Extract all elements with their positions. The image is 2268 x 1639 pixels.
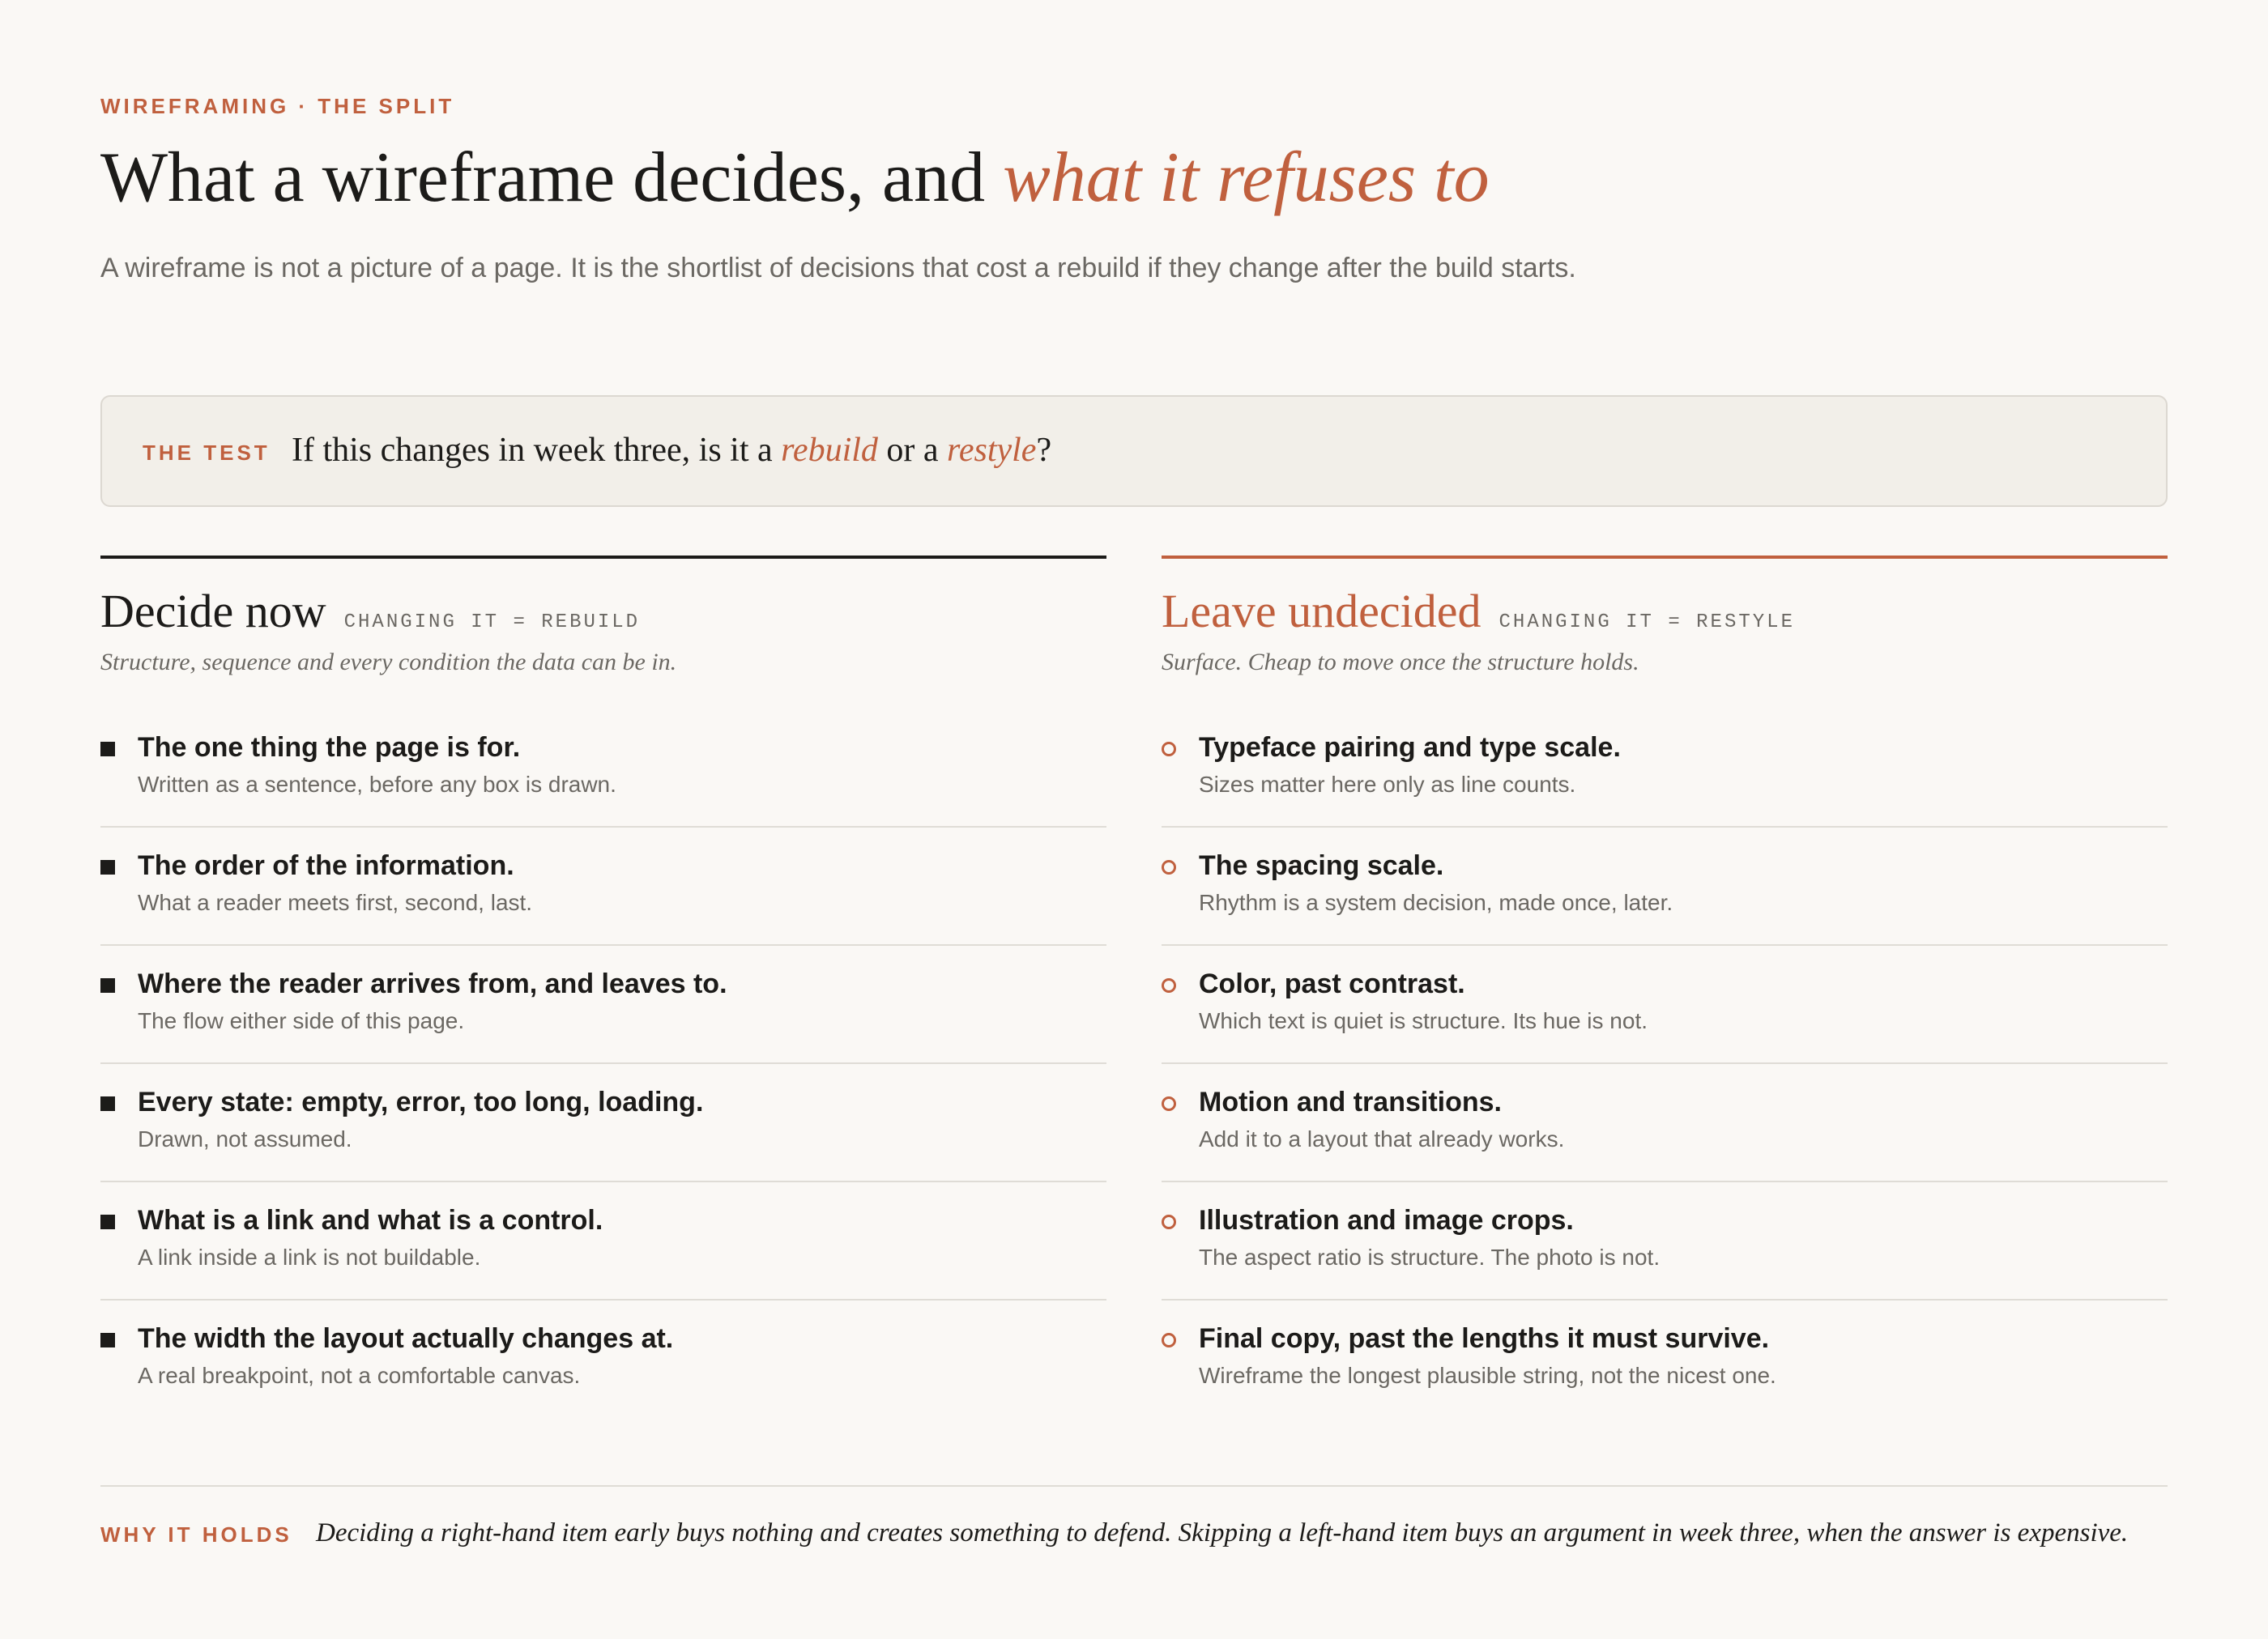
undecided-title: Leave undecided: [1162, 585, 1481, 637]
item-title: Every state: empty, error, too long, loading.: [138, 1087, 704, 1118]
page-title: [100, 130, 1490, 227]
lede: A wireframe is not a picture of a page. It is the shortlist of decisions that cost a rebuild if they change after the build starts.: [100, 253, 1576, 283]
item-desc: Add it to a layout that already works.: [1199, 1126, 1565, 1152]
item-desc: Sizes matter here only as line counts.: [1199, 772, 1576, 797]
list-item: [100, 1064, 1106, 1182]
undecided-list: [1162, 709, 2168, 1419]
test-q-part3: ?: [1036, 432, 1052, 469]
decide-subtitle: Structure, sequence and every condition the data can be in.: [100, 649, 677, 675]
item-title: Typeface pairing and type scale.: [1199, 732, 1621, 763]
footer-text: Deciding a right-hand item early buys nothing and creates something to defend. Skipping a left-hand item buys an argument in week three, when the answer is expensive.: [316, 1518, 2129, 1547]
list-item: [100, 1301, 1106, 1419]
item-title: What is a link and what is a control.: [138, 1205, 603, 1236]
footer-divider: [100, 1485, 2168, 1487]
item-desc: Wireframe the longest plausible string, not the nicest one.: [1199, 1363, 1776, 1388]
decide-now-column: [100, 556, 1106, 1419]
undecided-heading: [1162, 583, 2168, 640]
item-desc: A real breakpoint, not a comfortable canvas.: [138, 1363, 581, 1388]
filled-square-bullet-icon: [100, 1215, 115, 1229]
item-desc: Drawn, not assumed.: [138, 1126, 352, 1152]
test-q-restyle: restyle: [947, 432, 1037, 469]
leave-undecided-column: [1162, 556, 2168, 1419]
list-item: [100, 1182, 1106, 1301]
item-desc: A link inside a link is not buildable.: [138, 1245, 481, 1270]
hollow-circle-bullet-icon: [1162, 1096, 1176, 1111]
list-item: [100, 709, 1106, 828]
decide-rule: [100, 556, 1106, 559]
filled-square-bullet-icon: [100, 978, 115, 993]
decide-list: [100, 709, 1106, 1419]
undecided-rule: [1162, 556, 2168, 559]
hollow-circle-bullet-icon: [1162, 860, 1176, 875]
list-item: [1162, 1182, 2168, 1301]
list-item: [1162, 828, 2168, 946]
filled-square-bullet-icon: [100, 860, 115, 875]
list-item: [100, 828, 1106, 946]
item-desc: Which text is quiet is structure. Its hue is not.: [1199, 1008, 1648, 1033]
test-callout: [100, 395, 2168, 507]
item-title: Illustration and image crops.: [1199, 1205, 1574, 1236]
item-desc: The flow either side of this page.: [138, 1008, 465, 1033]
list-item: [1162, 1064, 2168, 1182]
test-q-part2: or a: [877, 432, 948, 469]
decide-heading: [100, 583, 1106, 640]
item-title: Motion and transitions.: [1199, 1087, 1502, 1118]
item-desc: What a reader meets first, second, last.: [138, 890, 533, 915]
item-title: The order of the information.: [138, 850, 514, 881]
item-title: The one thing the page is for.: [138, 732, 521, 763]
hollow-circle-bullet-icon: [1162, 1215, 1176, 1229]
hollow-circle-bullet-icon: [1162, 1333, 1176, 1347]
item-title: The spacing scale.: [1199, 850, 1444, 881]
item-title: Color, past contrast.: [1199, 968, 1465, 999]
item-title: Final copy, past the lengths it must survive.: [1199, 1323, 1770, 1354]
hollow-circle-bullet-icon: [1162, 742, 1176, 756]
decide-tag: CHANGING IT = REBUILD: [343, 611, 641, 633]
undecided-subtitle: Surface. Cheap to move once the structure holds.: [1162, 649, 1639, 675]
item-desc: The aspect ratio is structure. The photo is not.: [1199, 1245, 1660, 1270]
filled-square-bullet-icon: [100, 742, 115, 756]
test-label: THE TEST: [143, 441, 271, 465]
list-item: [1162, 709, 2168, 828]
filled-square-bullet-icon: [100, 1333, 115, 1347]
item-desc: Rhythm is a system decision, made once, later.: [1199, 890, 1673, 915]
test-q-part1: If this changes in week three, is it a: [292, 432, 782, 469]
title-lead: What a wireframe decides, and: [100, 138, 1004, 217]
footer-label: WHY IT HOLDS: [100, 1522, 292, 1547]
list-item: [100, 946, 1106, 1064]
decide-title: Decide now: [100, 585, 326, 637]
list-item: [1162, 946, 2168, 1064]
item-title: The width the layout actually changes at.: [138, 1323, 674, 1354]
title-accent: what it refuses to: [1003, 138, 1490, 217]
filled-square-bullet-icon: [100, 1096, 115, 1111]
test-q-rebuild: rebuild: [781, 432, 878, 469]
list-item: [1162, 1301, 2168, 1419]
hollow-circle-bullet-icon: [1162, 978, 1176, 993]
eyebrow: WIREFRAMING · THE SPLIT: [100, 94, 455, 118]
item-title: Where the reader arrives from, and leaves to.: [138, 968, 727, 999]
item-desc: Written as a sentence, before any box is drawn.: [138, 772, 616, 797]
test-question: [292, 428, 1051, 473]
undecided-tag: CHANGING IT = RESTYLE: [1498, 611, 1795, 633]
